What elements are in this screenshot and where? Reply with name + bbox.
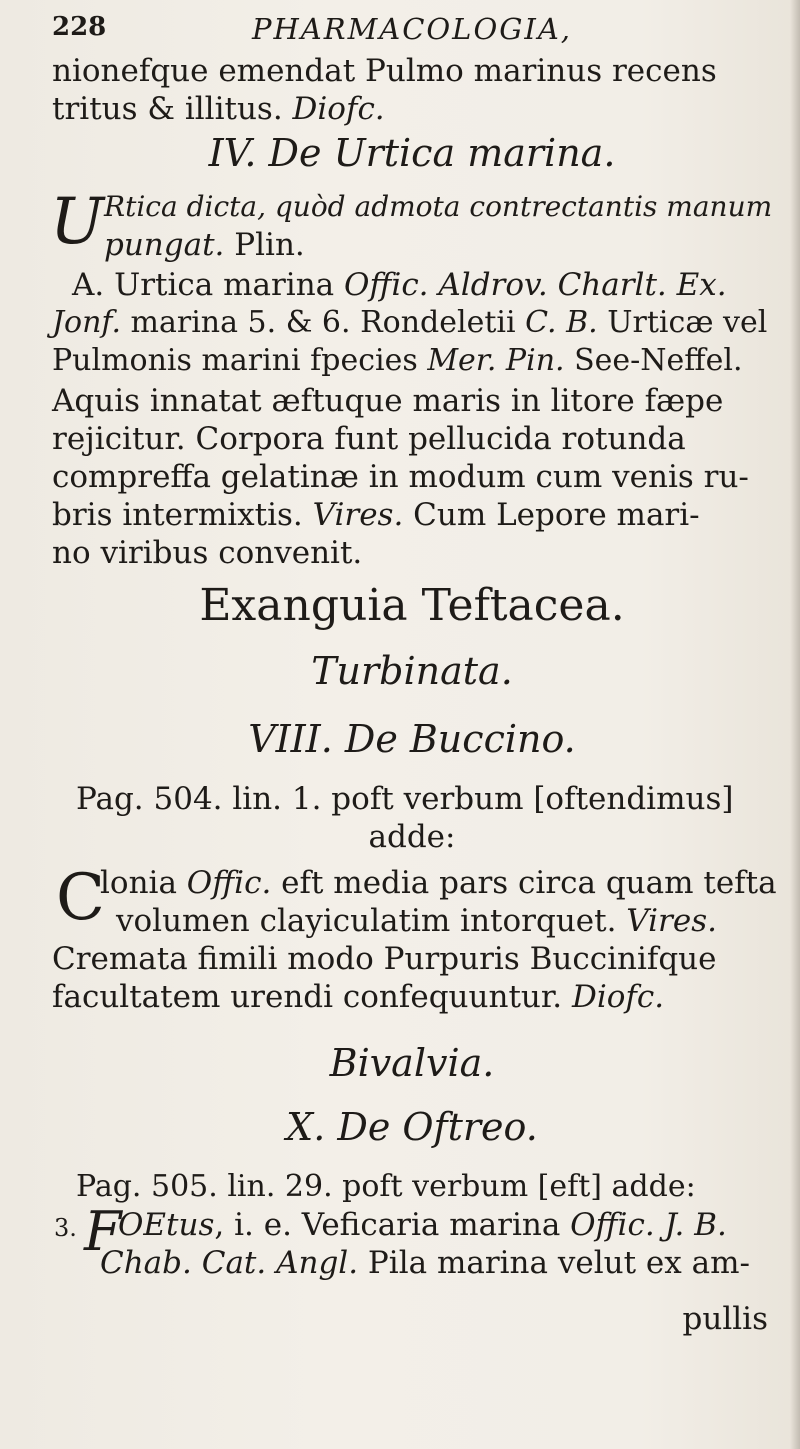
text-line: pungat. Plin. xyxy=(104,227,305,263)
text-line: volumen clayiculatim intorquet. Vires. xyxy=(116,903,717,939)
text-line: Cremata fimili modo Purpuris Buccinifque xyxy=(52,941,717,977)
page-header xyxy=(52,12,772,52)
section-heading-urtica: IV. De Urtica marina. xyxy=(208,131,616,175)
text-line: adde: xyxy=(368,819,456,855)
page-number: 228 xyxy=(52,12,107,42)
text-line: rejicitur. Corpora funt pellucida rotunda xyxy=(52,421,686,457)
text-line: tritus & illitus. Diofc. xyxy=(52,91,385,127)
text-line: compreffa gelatinæ in modum cum venis ru- xyxy=(52,459,749,495)
drop-cap: U xyxy=(50,185,104,259)
subheading-bivalvia: Bivalvia. xyxy=(329,1041,495,1085)
section-heading-exanguia: Exanguia Teftacea. xyxy=(199,580,625,631)
text-line: Pulmonis marini fpecies Mer. Pin. See-Neffel. xyxy=(52,343,743,378)
text-line: Pag. 504. lin. 1. poft verbum [oftendimus] xyxy=(76,781,734,817)
catchword: pullis xyxy=(682,1301,768,1337)
text-line: bris intermixtis. Vires. Cum Lepore mari- xyxy=(52,497,700,533)
text-line: Jonf. marina 5. & 6. Rondeletii C. B. Urticæ vel xyxy=(52,305,768,340)
drop-cap: C xyxy=(56,861,105,935)
subheading-turbinata: Turbinata. xyxy=(311,649,513,693)
text-line: Pag. 505. lin. 29. poft verbum [eft] adde: xyxy=(76,1169,696,1204)
text-line: nionefque emendat Pulmo marinus recens xyxy=(52,53,717,89)
running-title: PHARMACOLOGIA, xyxy=(252,12,572,46)
text-line: Rtica dicta, quòd admota contrectantis manum xyxy=(104,190,773,223)
text-line: Aquis innatat æftuque maris in litore fæpe xyxy=(52,383,724,419)
text-line: no viribus convenit. xyxy=(52,535,363,571)
drop-cap: F xyxy=(84,1200,122,1263)
text-line: OEtus, i. e. Veficaria marina Offic. J. B. xyxy=(118,1207,727,1243)
section-heading-buccino: VIII. De Buccino. xyxy=(248,717,576,761)
section-heading-oftreo: X. De Oftreo. xyxy=(286,1105,538,1149)
text-line: facultatem urendi confequuntur. Diofc. xyxy=(52,979,665,1015)
text-line: lonia Offic. eft media pars circa quam tefta xyxy=(100,865,777,901)
item-number: 3. xyxy=(54,1214,77,1242)
text-line: Chab. Cat. Angl. Pila marina velut ex am- xyxy=(100,1245,750,1281)
text-line: A. Urtica marina Offic. Aldrov. Charlt. Ex. xyxy=(72,267,727,303)
page-edge-shadow xyxy=(790,0,800,1449)
